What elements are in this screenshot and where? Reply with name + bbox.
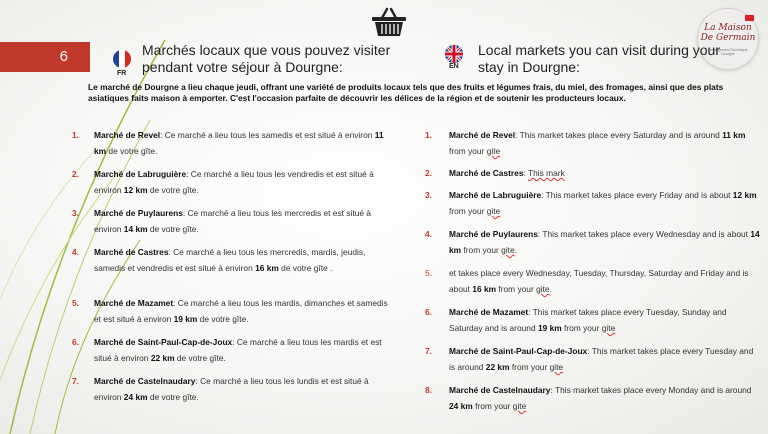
item-text [94,205,392,237]
description: : This market takes place every Saturday and is around [515,130,723,140]
distance: 16 km [255,263,279,273]
fr-label: FR [117,70,127,77]
item-number: 5. [425,268,432,278]
description-end: from your [472,401,513,411]
description-end: from your [449,206,487,216]
underlined-word: gite [512,401,527,411]
description-end: de votre gîte. [174,353,226,363]
underlined-word: This mark [528,168,565,178]
description-end: from your [461,245,502,255]
distance: 16 km [472,284,497,294]
item-number: 1. [72,130,79,140]
item-text [94,166,392,198]
market-name: Marché de Saint-Paul-Cap-de-Joux [449,346,588,356]
item-text [449,127,760,159]
description: : Ce marché a lieu tous les mardis, dimanches et samedis et est situé à environ [94,298,388,324]
market-name: Marché de Castelnaudary [94,376,196,386]
item-text [449,343,760,375]
flag-badge-icon [745,15,754,21]
underlined-word: gite [601,323,616,333]
market-name: Marché de Labruguière [94,169,187,179]
description: : [523,168,528,178]
item-text [449,165,760,181]
market-name: Marché de Mazamet [94,298,174,308]
description: : Ce marché a lieu tous les mercredis et est situé à environ [94,208,371,234]
market-name: Marché de Castelnaudary [449,385,551,395]
description: et takes place every Wednesday, Tuesday, Thursday, Saturday and Friday and is about [449,268,749,294]
market-name: Marché de Saint-Paul-Cap-de-Joux [94,337,233,347]
market-name: Marché de Labruguière [449,190,542,200]
slide-number-box [0,42,90,72]
fr-title: Marchés locaux que vous pouvez visiter pendant votre séjour à Dourgne: [142,42,391,75]
underlined-word: gite [486,146,501,156]
description: : This market takes place every Friday and is about [541,190,733,200]
item-number: 7. [425,346,432,356]
description: : This market takes place every Tuesday and is around [449,346,754,372]
description-end: from your [496,284,537,294]
uk-flag-icon [445,45,463,63]
item-number: 2. [72,169,79,179]
item-text [449,265,760,297]
distance: 14 km [123,224,148,234]
market-name: Marché de Puylaurens [94,208,183,218]
market-name: Marché de Puylaurens [449,229,538,239]
underlined-word: gite [536,284,550,294]
market-name: Marché de Castres [449,168,524,178]
french-flag-icon [113,50,131,68]
description: : Ce marché a lieu tous les samedis et est situé à environ [160,130,375,140]
market-name: Marché de Revel [449,130,516,140]
punctuation: . [514,245,517,255]
slide-number: 6 [59,48,68,65]
distance: 24 km [449,401,473,411]
description: : Ce marché a lieu tous les vendredis et est situé à environ [94,169,374,195]
description-end: from your [509,362,550,372]
description: : This market takes place every Wednesday and is about [537,229,751,239]
underlined-word: gite [549,362,564,372]
distance: 19 km [537,323,562,333]
en-label: EN [449,63,459,70]
distance: 19 km [173,314,198,324]
item-number: 6. [72,337,79,347]
description-end: from your [449,146,487,156]
market-name: Marché de Castres [94,247,169,257]
item-number: 5. [72,298,79,308]
description-end: de votre gîte . [278,263,333,273]
logo-tagline: Hébergement Touristique Dourgne [708,48,748,56]
item-number: 3. [425,190,432,200]
distance: 22 km [150,353,175,363]
distance: 22 km [485,362,510,372]
item-number: 4. [425,229,432,239]
description: : Ce marché a lieu tous les lundis et est situé à environ [94,376,369,402]
item-text [449,382,760,414]
item-number: 7. [72,376,79,386]
item-number: 3. [72,208,79,218]
item-text [94,127,392,159]
description: : This market takes place every Tuesday, Sunday and Saturday and is around [449,307,727,333]
item-text [449,187,760,219]
fr-intro: Le marché de Dourgne a lieu chaque jeudi, offrant une variété de produits locaux tels que des fruits et légumes frais, du miel, des fromages, ainsi que des plats asiatiques faits maison à emporter. C'est l'occasion parfaite de découvrir les délices de la région et de soutenir les producteurs locaux. [88,82,724,103]
market-name: Marché de Mazamet [449,307,529,317]
item-text [449,226,760,258]
item-text [94,334,392,366]
description-end: de votre gîte. [147,185,199,195]
item-number: 1. [425,130,432,140]
en-title: Local markets you can visit during your stay in Dourgne: [478,42,720,75]
distance: 24 km [123,392,148,402]
distance: 11 km [94,130,384,156]
item-text [94,295,392,327]
punctuation: . [549,284,552,294]
description-end: de votre gîte. [106,146,158,156]
description: : Ce marché a lieu tous les mardis et est situé à environ [94,337,382,363]
logo-line-2: De Germain [700,33,756,43]
distance: 11 km [722,130,746,140]
distance: 14 km [449,229,760,255]
distance: 12 km [123,185,148,195]
basket-icon [370,6,408,38]
description-end: de votre gîte. [147,224,199,234]
underlined-word: gite [486,206,501,216]
item-number: 6. [425,307,432,317]
item-text [449,304,760,336]
distance: 12 km [732,190,757,200]
description: : Ce marché a lieu tous les mercredis, mardis, jeudis, samedis et vendredis et est situé à environ [94,247,366,273]
item-number: 2. [425,168,432,178]
description: : This market takes place every Monday and is around [550,385,752,395]
logo-line-1: La Maison [704,23,752,33]
description-end: de votre gîte. [197,314,249,324]
item-number: 8. [425,385,432,395]
underlined-word: gite [501,245,515,255]
item-text [94,244,392,276]
description-end: from your [561,323,602,333]
item-number: 4. [72,247,79,257]
market-name: Marché de Revel [94,130,161,140]
item-text [94,373,392,405]
description-end: de votre gîte. [147,392,199,402]
